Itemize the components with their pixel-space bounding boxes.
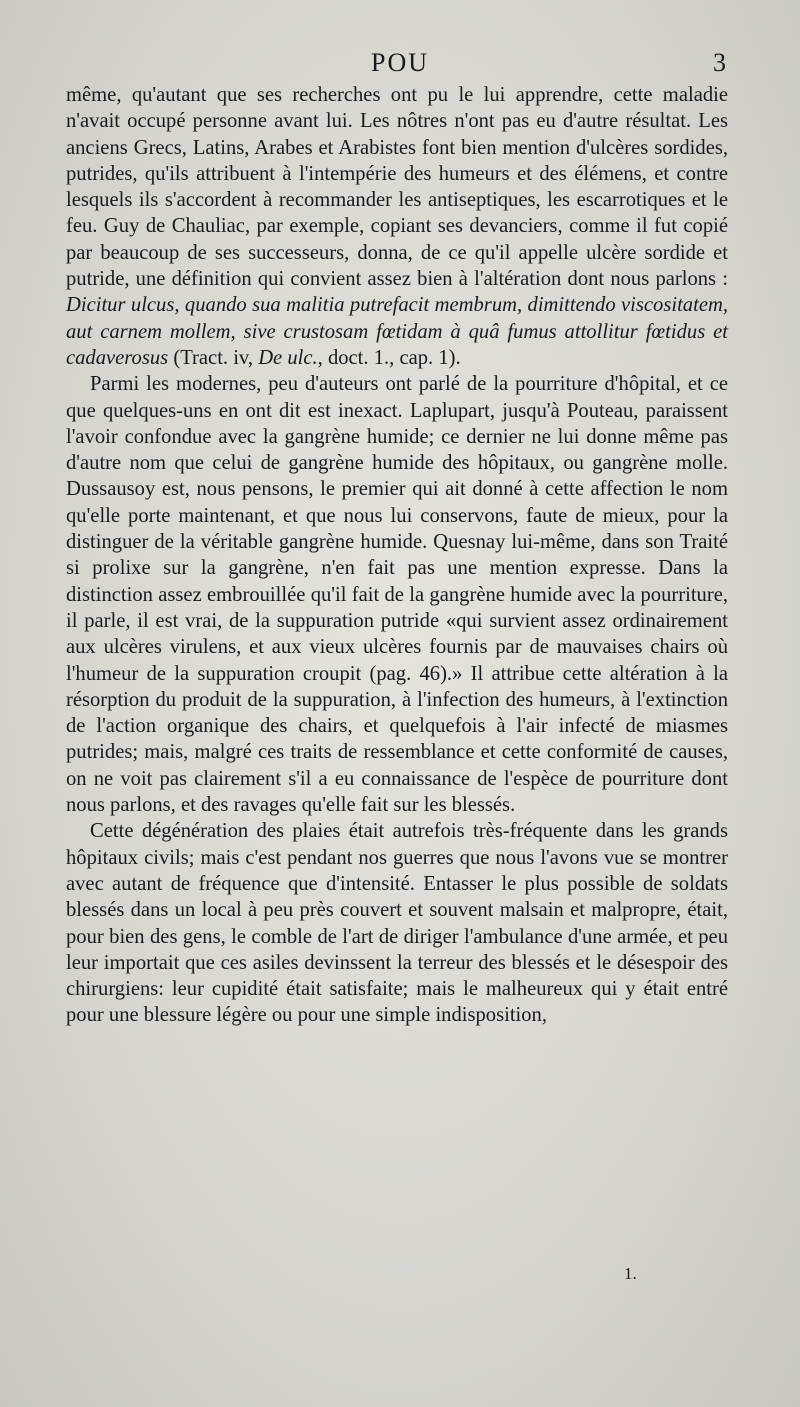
paragraph-text: , doct. 1., cap. 1).	[317, 346, 461, 369]
italic-text: De ulc.	[258, 346, 318, 369]
italic-text: Dicitur ulcus, quando sua malitia putrefacit membrum, dimittendo viscositatem, aut carnem mollem, sive crustosam fœtidam à quâ fumus attollitur fœtidus et cadaverosus	[66, 294, 728, 369]
body-text	[66, 82, 728, 1029]
signature-mark: 1.	[624, 1264, 637, 1283]
paragraph	[66, 818, 728, 1028]
paragraph-text: Cette dégénération des plaies était autrefois très-fréquente dans les grands hôpitaux civils; mais c'est pendant nos guerres que nous l'avons vue se montrer avec autant de fréquence que d'intensité. Entasser le plus possible de soldats blessés dans un local à peu près couvert et souvent malsain et malpropre, était, pour bien des gens, le comble de l'art de diriger l'ambulance d'une armée, et peu leur importait que ces asiles devinssent la terreur des blessés et le désespoir des chirurgiens: leur cupidité était satisfaite; mais le malheureux qui y était entré pour une blessure légère ou pour une simple indisposition,	[66, 820, 728, 1027]
page-number: 3	[713, 48, 726, 77]
running-head	[66, 48, 734, 82]
paragraph	[66, 371, 728, 818]
paragraph-text: (Tract. iv,	[168, 346, 259, 369]
paragraph-text: même, qu'autant que ses recherches ont pu le lui apprendre, cette maladie n'avait occupé personne avant lui. Les nôtres n'ont pas eu d'autre résultat. Les anciens Grecs, Latins, Arabes et Arabistes font bien mention d'ulcères sordides, putrides, qu'ils attribuent à l'intempérie des humeurs et des élémens, et contre lesquels ils s'accordent à recommander les antiseptiques, les escarrotiques et le feu. Guy de Chauliac, par exemple, copiant ses devanciers, comme il fut copié par beaucoup de ses successeurs, donna, de ce qu'il appelle ulcère sordide et putride, une définition qui convient assez bien à l'altération dont nous parlons :	[66, 84, 728, 291]
paragraph	[66, 82, 728, 371]
paragraph-text: Parmi les modernes, peu d'auteurs ont parlé de la pourriture d'hôpital, et ce que quelques-uns en ont dit est inexact. Laplupart, jusqu'à Pouteau, paraissent l'avoir confondue avec la gangrène humide; ce dernier ne lui donne même pas d'autre nom que celui de gangrène humide des hôpitaux, ou gangrène molle. Dussausoy est, nous pensons, le premier qui ait donné à cette affection le nom qu'elle porte maintenant, et que nous lui conservons, faute de mieux, pour la distinguer de la véritable gangrène humide. Quesnay lui-même, dans son Traité si prolixe sur la gangrène, n'en fait pas une mention expresse. Dans la distinction assez embrouillée qu'il fait de la gangrène humide avec la pourriture, il parle, il est vrai, de la suppuration putride «qui survient assez ordinairement aux ulcères virulens, et aux vieux ulcères fournis par de mauvaises chairs où l'humeur de la suppuration croupit (pag. 46).» Il attribue cette altération à la résorption du produit de la suppuration, à l'infection des humeurs, à l'extinction de l'action organique des chairs, et quelquefois à l'air infecté de miasmes putrides; mais, malgré ces traits de ressemblance et cette conformité de causes, on ne voit pas clairement s'il a eu connaissance de l'espèce de pourriture dont nous parlons, et des ravages qu'elle fait sur les blessés.	[66, 373, 728, 817]
running-title: POU	[370, 48, 429, 77]
